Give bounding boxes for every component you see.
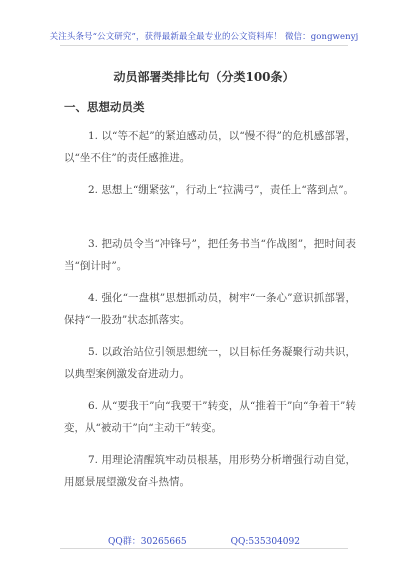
header-banner: 关注头条号“公文研究”，获得最新最全最专业的公文资料库！ 微信：gongwenyj: [49, 32, 359, 42]
paragraph-4: 4. 强化“一盘棋”思想抓动员，树牢“一条心”意识抓部署，保持“一股劲”状态抓落实。: [64, 292, 356, 326]
footer-qq-number: QQ:535304092: [230, 537, 300, 547]
paragraph-6: 6. 从“要我干”向“我要干”转变，从“推着干”向“争着干”转变，从“被动干”向“主动干”转变。: [64, 400, 356, 434]
footer-qq-group: QQ群：30265665: [108, 537, 187, 547]
paragraph-5: 5. 以政治站位引领思想统一，以目标任务凝聚行动共识，以典型案例激发奋进动力。: [64, 346, 356, 380]
footer-contact: [0, 534, 408, 547]
paragraph-7: 7. 用理论清醒筑牢动员根基，用形势分析增强行动自觉，用愿景展望激发奋斗热情。: [64, 454, 356, 488]
paragraph-1: 1. 以“等不起”的紧迫感动员，以“慢不得”的危机感部署，以“坐不住”的责任感推进。: [64, 130, 356, 164]
header-rule: [60, 45, 348, 46]
paragraph-3: 3. 把动员令当“冲锋号”，把任务书当“作战图”，把时间表当“倒计时”。: [64, 238, 356, 272]
section-heading: 一、思想动员类: [64, 100, 145, 114]
document-title: 动员部署类排比句（分类100条）: [113, 70, 295, 84]
paragraph-2: 2. 思想上“绷紧弦”，行动上“拉满弓”，责任上“落到点”。: [88, 184, 355, 196]
footer-rule: [60, 548, 348, 549]
